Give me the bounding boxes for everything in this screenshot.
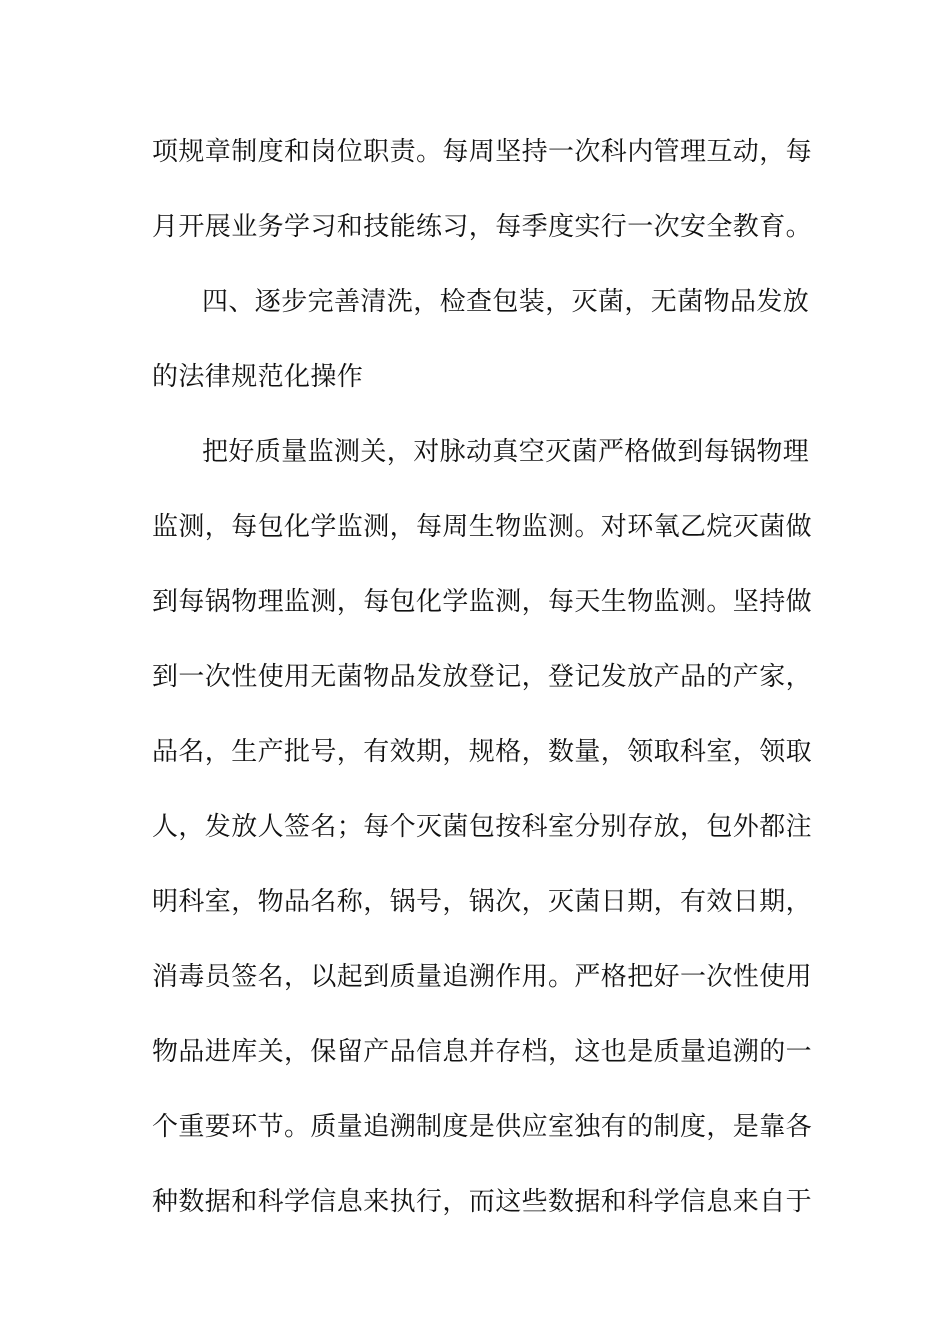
text-line: 人，发放人签名；每个灭菌包按科室分别存放，包外都注 bbox=[152, 812, 813, 842]
text-line: 到一次性使用无菌物品发放登记，登记发放产品的产家， bbox=[152, 662, 813, 692]
text-line: 把好质量监测关，对脉动真空灭菌严格做到每锅物理 bbox=[202, 437, 810, 467]
section-heading: 四、逐步完善清洗，检查包装，灭菌，无菌物品发放 bbox=[202, 287, 810, 317]
text-line: 品名，生产批号，有效期，规格，数量，领取科室，领取 bbox=[152, 737, 813, 767]
text-line: 个重要环节。质量追溯制度是供应室独有的制度，是靠各 bbox=[152, 1112, 813, 1142]
text-line: 月开展业务学习和技能练习，每季度实行一次安全教育。 bbox=[152, 212, 813, 242]
text-line: 消毒员签名，以起到质量追溯作用。严格把好一次性使用 bbox=[152, 962, 813, 992]
text-line: 种数据和科学信息来执行，而这些数据和科学信息来自于 bbox=[152, 1187, 813, 1217]
text-line: 项规章制度和岗位职责。每周坚持一次科内管理互动，每 bbox=[152, 137, 813, 167]
text-line: 监测，每包化学监测，每周生物监测。对环氧乙烷灭菌做 bbox=[152, 512, 813, 542]
text-line: 物品进库关，保留产品信息并存档，这也是质量追溯的一 bbox=[152, 1037, 813, 1067]
section-heading-continuation: 的法律规范化操作 bbox=[152, 362, 364, 392]
text-line: 到每锅物理监测，每包化学监测，每天生物监测。坚持做 bbox=[152, 587, 813, 617]
text-line: 明科室，物品名称，锅号，锅次，灭菌日期，有效日期， bbox=[152, 887, 813, 917]
